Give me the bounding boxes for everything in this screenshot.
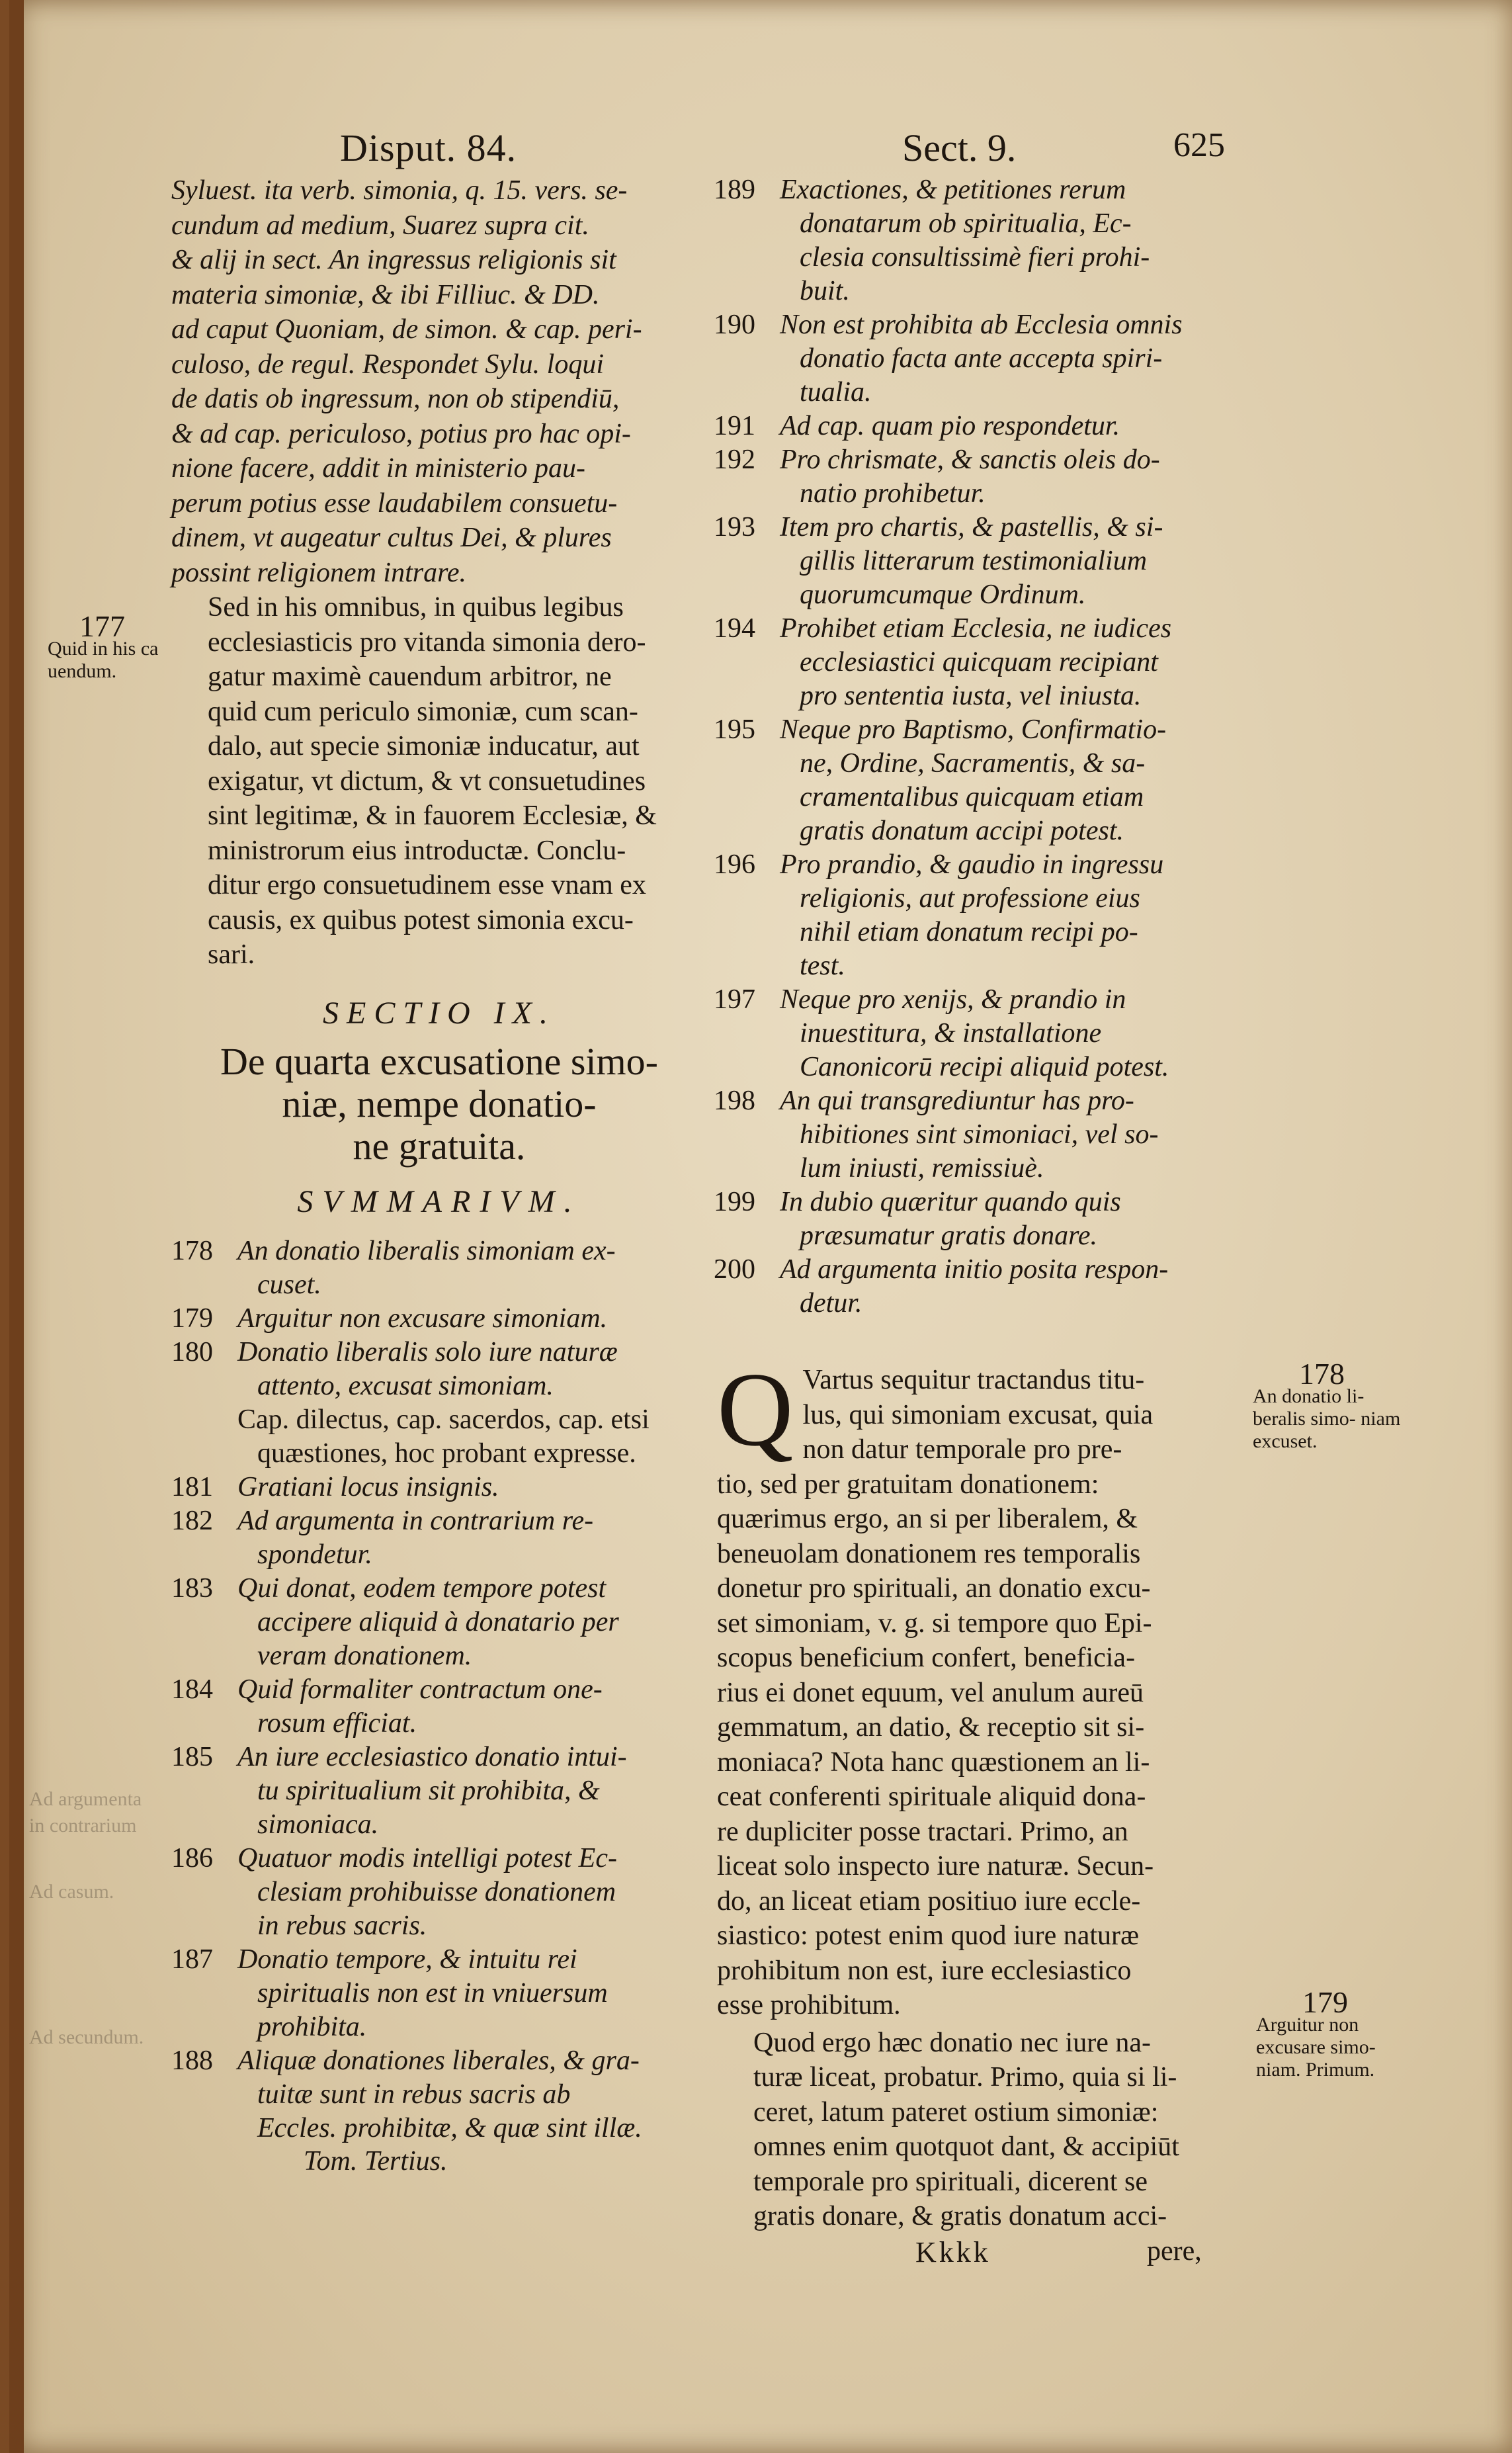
text-line: non datur temporale pro pre- [802,1434,1122,1465]
text-line: Syluest. ita verb. simonia, q. 15. vers. se- [171,175,628,206]
summary-item [714,848,1249,882]
text-line: beneuolam donationem res temporalis [717,1538,1141,1569]
text-line: ceat conferenti spirituale aliquid dona- [717,1782,1146,1812]
text-line: sint legitimæ, & in fauorem Ecclesiæ, & [208,800,657,831]
summary-number [714,1017,780,1051]
summary-number: 199 [714,1187,755,1217]
summary-item [714,511,1249,544]
summary-text: veram donationem. [257,1640,472,1671]
summary-number [714,1051,780,1084]
summary-item [714,173,1249,207]
summary-item [714,646,1249,679]
summary-number: 194 [714,613,755,644]
text-line: turæ liceat, probatur. Primo, quia si li- [753,2062,1177,2092]
summary-number: 200 [714,1254,755,1285]
text-line: lus, qui simoniam excusat, quia [802,1399,1154,1430]
summary-text: Canonicorū recipi aliquid potest. [800,1052,1169,1082]
summary-text: In dubio quæritur quando quis [780,1187,1121,1217]
summary-item [171,1842,707,1875]
section-title [191,1041,687,1168]
paragraph-178 [717,1350,1233,2023]
summary-item [171,1336,707,1369]
summary-number: 188 [171,2045,213,2076]
summary-item [171,2044,707,2078]
text-line: ceret, latum pateret ostium simoniæ: [753,2096,1159,2128]
summary-text: tuitæ sunt in rebus sacris ab [257,2079,571,2110]
summary-number [714,1219,780,1253]
summary-number [171,1909,237,1943]
summary-text: Pro chrismate, & sanctis oleis do- [780,445,1160,475]
summary-item [171,1774,707,1808]
summary-text: prohibita. [257,2011,367,2042]
summary-number [714,949,780,983]
summary-number: 179 [171,1303,213,1334]
title-line: De quarta excusatione simo- [220,1039,658,1083]
summary-item [171,2078,707,2112]
opening-paragraph [171,173,707,590]
summary-text: religionis, aut professione eius [800,883,1140,914]
summary-item [171,1909,707,1943]
text-line: sari. [208,939,255,970]
summary-number [714,1287,780,1320]
summary-item [171,1302,707,1336]
summary-item [171,1977,707,2010]
text-line: possint religionem intrare. [171,557,467,588]
summary-text: Arguitur non excusare simoniam. [237,1303,608,1334]
summary-number: 190 [714,310,755,340]
summary-item [171,1437,707,1471]
summary-item [714,477,1249,511]
summary-number [171,1977,237,2010]
summary-text: simoniaca. [257,1809,379,1840]
summary-number [714,241,780,275]
summary-number [714,1118,780,1152]
summary-item [714,275,1249,308]
title-line: niæ, nempe donatio- [282,1082,597,1125]
summary-text: detur. [800,1288,862,1318]
summary-text: Donatio tempore, & intuitu rei [237,1944,577,1975]
summary-item [171,1707,707,1741]
summary-number [171,1707,237,1741]
text-line: scopus beneficium confert, beneficia- [717,1643,1136,1673]
text-line: quid cum periculo simoniæ, cum scan- [208,696,638,727]
summary-item [714,308,1249,342]
summary-item [714,1118,1249,1152]
summary-text: spondetur. [257,1539,372,1570]
text-line: tio, sed per gratuitam donationem: [717,1469,1099,1500]
summary-item [714,983,1249,1017]
summary-number: 192 [714,445,755,475]
text-line: prohibitum non est, iure ecclesiastico [717,1955,1132,1986]
text-line: nione facere, addit in ministerio pau- [171,453,586,484]
text-line: gatur maximè cauendum arbitror, ne [208,662,612,692]
summary-text: præsumatur gratis donare. [800,1221,1098,1251]
text-line: & ad cap. periculoso, potius pro hac opi- [171,418,631,449]
text-line: liceat solo inspecto iure naturæ. Secun- [717,1851,1154,1881]
summary-number: 187 [171,1944,213,1975]
margin-note-178: 178 An donatio li- beralis simo- niam excuset. [1253,1357,1401,1452]
summary-item [714,376,1249,409]
text-line: & alij in sect. An ingressus religionis sit [171,245,616,275]
summary-number: 193 [714,512,755,542]
bleed-through-text: Ad argumenta in contrarium Ad casum. Ad secundum. [29,1788,144,2048]
summary-text: Ad argumenta in contrarium re- [237,1505,594,1536]
summary-text: Quatuor modis intelligi potest Ec- [237,1842,617,1873]
summary-number [171,1403,237,1437]
summary-text: An iure ecclesiastico donatio intui- [237,1741,627,1772]
summary-item [171,1943,707,1977]
summary-text: natio prohibetur. [800,478,986,509]
summary-text: clesia consultissimè fieri prohi- [800,242,1150,273]
text-line: ad caput Quoniam, de simon. & cap. peri- [171,314,642,345]
summary-text: Gratiani locus insignis. [237,1471,499,1502]
page-edge [9,0,24,2453]
summary-list-left [171,1234,707,2145]
summary-item [171,1504,707,1538]
paragraph-177 [171,590,707,972]
summary-text: gillis litterarum testimonialium [800,546,1148,576]
summary-number: 195 [714,714,755,745]
summary-number [714,207,780,241]
running-head-disputation: Disput. 84. [340,126,517,169]
margin-note-177: 177 Quid in his ca uendum. [48,609,159,682]
signature-mark: Kkkk [915,2235,991,2268]
summary-item [714,1084,1249,1118]
summary-text: cramentalibus quicquam etiam [800,782,1144,812]
summary-text: ecclesiastici quicquam recipiant [800,647,1158,677]
summarium-heading: SVMMARIVM. [297,1183,581,1219]
text-line: gratis donare, & gratis donatum acci- [753,2201,1167,2231]
text-line: donetur pro spirituali, an donatio excu- [717,1573,1151,1604]
summary-item [714,1185,1249,1219]
summary-item [171,2010,707,2044]
summary-item [714,409,1249,443]
summary-number [714,679,780,713]
summary-item [714,1253,1249,1287]
summary-number [714,781,780,814]
summary-item [714,241,1249,275]
text-line: ecclesiasticis pro vitanda simonia dero- [208,626,646,658]
margin-note-179: 179 Arguitur non excusare simo- niam. Primum. [1256,1985,1376,2081]
summary-item [714,612,1249,646]
summary-item [171,1471,707,1504]
summary-text: Cap. dilectus, cap. sacerdos, cap. etsi [237,1404,650,1435]
summary-text: An qui transgrediuntur has pro- [780,1086,1134,1116]
summary-item [714,713,1249,747]
summary-text: Neque pro xenijs, & prandio in [780,984,1126,1015]
summary-number [714,578,780,612]
text-line: moniaca? Nota hanc quæstionem an li- [717,1746,1150,1778]
summary-text: donatarum ob spiritualia, Ec- [800,208,1132,239]
summary-number [714,275,780,308]
page-number: 625 [1173,126,1225,164]
summary-item [714,781,1249,814]
summary-item [171,1403,707,1437]
summary-item [171,1875,707,1909]
summary-text: attento, excusat simoniam. [257,1370,554,1401]
summary-text: Exactiones, & petitiones rerum [780,175,1126,205]
summary-item [714,949,1249,983]
summary-text: Item pro chartis, & pastellis, & si- [780,512,1163,542]
text-line: exigatur, vt dictum, & vt consuetudines [208,765,646,796]
text-line: omnes enim quotquot dant, & accipiūt [753,2131,1179,2162]
summary-number [714,544,780,578]
text-line: causis, ex quibus potest simonia excu- [208,904,634,935]
summary-number [171,1774,237,1808]
summary-item [714,578,1249,612]
summary-text: nihil etiam donatum recipi po- [800,917,1138,947]
summary-item [714,747,1249,781]
summary-item [171,1741,707,1774]
summary-text: spiritualis non est in vniuersum [257,1977,608,2008]
summary-item [714,882,1249,916]
text-line: dinem, vt augeatur cultus Dei, & plures [171,523,612,553]
text-line: set simoniam, v. g. si tempore quo Epi- [717,1608,1152,1639]
summary-number: 182 [171,1505,213,1536]
summary-text: quorumcumque Ordinum. [800,580,1086,610]
body-text-right [717,1350,1233,2271]
summary-number [171,1875,237,1909]
right-column [714,173,1249,1320]
title-line: ne gratuita. [353,1124,526,1168]
catchword: pere, [1147,2235,1202,2266]
text-line: de datis ob ingressum, non ob stipendiū, [171,384,620,414]
drop-cap-letter: Q [717,1350,794,1468]
summary-number [171,1639,237,1673]
text-line: temporale pro spirituali, dicerent se [753,2166,1148,2197]
summary-text: donatio facta ante accepta spiri- [800,343,1163,374]
text-line: rius ei donet equum, vel anulum aureū [717,1677,1144,1708]
summary-text: tualia. [800,377,872,408]
text-line: dalo, aut specie simoniæ inducatur, aut [208,731,640,761]
summary-text: Pro prandio, & gaudio in ingressu [780,849,1164,880]
summary-item [171,1808,707,1842]
text-line: culoso, de regul. Respondet Sylu. loqui [171,349,604,380]
summary-number [171,1606,237,1639]
summary-number [714,1152,780,1185]
summary-text: inuestitura, & installatione [800,1018,1102,1049]
summary-item [171,1572,707,1606]
summary-item [171,1234,707,1268]
summary-text: quæstiones, hoc probant expresse. [257,1438,636,1469]
summary-item [714,916,1249,949]
text-line: Vartus sequitur tractandus titu- [802,1365,1145,1395]
summary-item [714,1219,1249,1253]
summary-number: 178 [171,1235,213,1266]
summary-text: gratis donatum accipi potest. [800,816,1124,846]
summary-text: accipere aliquid à donatario per [257,1606,619,1637]
summary-text: rosum efficiat. [257,1707,417,1739]
summary-number [714,882,780,916]
text-line: do, an liceat etiam positiuo iure eccle- [717,1885,1141,1916]
summary-text: Ad argumenta initio posita respon- [780,1254,1169,1285]
text-line: re dupliciter posse tractari. Primo, an [717,1816,1128,1847]
summary-number [171,1369,237,1403]
section-heading: SECTIO IX. [323,995,556,1031]
text-line: Sed in his omnibus, in quibus legibus [208,592,624,623]
summary-text: Neque pro Baptismo, Confirmatio- [780,714,1167,745]
summary-text: cuset. [257,1269,321,1300]
summary-item [171,1639,707,1673]
summary-text: Quid formaliter contractum one- [237,1674,603,1705]
summary-number [171,1437,237,1471]
summary-item [714,679,1249,713]
summary-item [714,1287,1249,1320]
summary-item [171,1268,707,1302]
summary-number [714,747,780,781]
summary-number [171,2078,237,2112]
summary-text: Aliquæ donationes liberales, & gra- [237,2045,640,2076]
summary-number: 181 [171,1471,213,1502]
summary-text: buit. [800,276,850,306]
summary-text: Donatio liberalis solo iure naturæ [237,1336,618,1367]
book-page [9,0,1512,2453]
summary-number [714,916,780,949]
summary-text: hibitiones sint simoniaci, vel so- [800,1119,1159,1150]
summary-number [171,1268,237,1302]
summary-number: 180 [171,1336,213,1367]
summary-number [714,814,780,848]
summary-number [171,1808,237,1842]
summary-number: 197 [714,984,755,1015]
summary-number: 198 [714,1086,755,1116]
summary-item [171,1606,707,1639]
summary-number: 185 [171,1741,213,1772]
text-line: ditur ergo consuetudinem esse vnam ex [208,870,646,900]
text-line: quærimus ergo, an si per liberalem, & [717,1504,1138,1534]
summary-text: Eccles. prohibitæ, & quæ sint illæ. [257,2112,642,2143]
summary-item [171,1673,707,1707]
text-line: perum potius esse laudabilem consuetu- [171,488,618,519]
summary-text: clesiam prohibuisse donationem [257,1876,616,1907]
summary-text: tu spiritualium sit prohibita, & [257,1775,600,1806]
summary-item [714,342,1249,376]
summary-text: Non est prohibita ab Ecclesia omnis [780,310,1183,340]
summary-text: An donatio liberalis simoniam ex- [237,1235,616,1266]
summary-number [714,646,780,679]
running-head-section: Sect. 9. [902,126,1017,169]
summary-number [171,1538,237,1572]
summary-number: 186 [171,1842,213,1873]
summary-item [714,544,1249,578]
summary-number [714,342,780,376]
left-column [171,173,707,2177]
summary-item [714,1051,1249,1084]
summary-text: in rebus sacris. [257,1910,427,1941]
summary-number: 196 [714,849,755,880]
summary-text: test. [800,951,845,981]
summary-text: pro sententia iusta, vel iniusta. [800,681,1142,711]
text-line: gemmatum, an datio, & receptio sit si- [717,1712,1145,1743]
summary-text: Prohibet etiam Ecclesia, ne iudices [780,613,1172,644]
paragraph-179 [717,2026,1233,2234]
summary-item [171,1538,707,1572]
summary-text: lum iniusti, remissiuè. [800,1153,1044,1183]
summary-item [171,2112,707,2145]
summary-number: 184 [171,1674,213,1705]
summary-item [714,443,1249,477]
summary-number [714,376,780,409]
text-line: cundum ad medium, Suarez supra cit. [171,210,589,241]
summary-text: Ad cap. quam pio respondetur. [780,411,1120,441]
summary-list-right [714,173,1249,1320]
text-line: esse prohibitum. [717,1990,901,2020]
summary-text: ne, Ordine, Sacramentis, & sa- [800,748,1146,779]
summary-item [714,1017,1249,1051]
summary-number: 191 [714,411,755,441]
summary-number [171,2010,237,2044]
summary-item [171,1369,707,1403]
summary-number: 189 [714,175,755,205]
summary-text: Qui donat, eodem tempore potest [237,1572,607,1604]
volume-footer: Tom. Tertius. [304,2145,448,2176]
text-line: ministrorum eius introductæ. Conclu- [208,835,626,866]
summary-number: 183 [171,1572,213,1604]
text-line: materia simoniæ, & ibi Filliuc. & DD. [171,279,600,310]
text-line: siastico: potest enim quod iure naturæ [717,1920,1140,1951]
summary-number [171,2112,237,2145]
summary-number [714,477,780,511]
summary-item [714,1152,1249,1185]
summary-item [714,814,1249,848]
text-line: Quod ergo hæc donatio nec iure na- [753,2027,1152,2058]
summary-item [714,207,1249,241]
